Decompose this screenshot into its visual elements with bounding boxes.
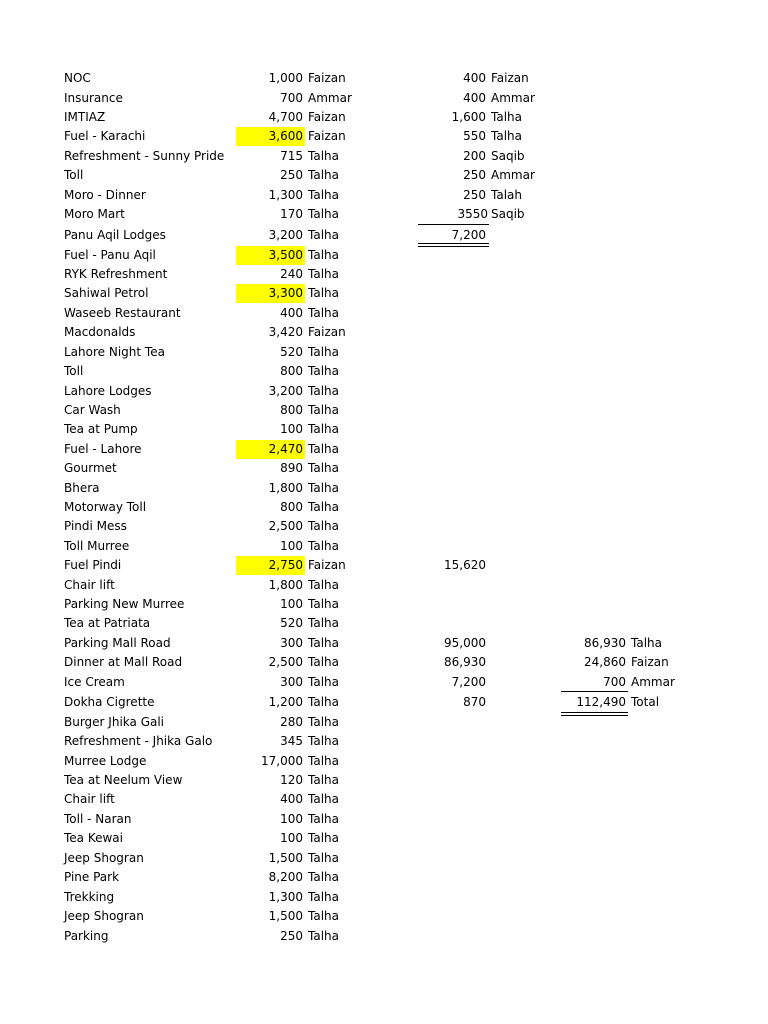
expense-row (0, 537, 768, 556)
expense-row (0, 576, 768, 595)
expense-paid-by: Talha (308, 851, 339, 865)
expense-paid-by: Talha (308, 792, 339, 806)
expense-amount: 300 (280, 636, 303, 650)
expense-row (0, 868, 768, 887)
expense-paid-by: Talha (308, 267, 339, 281)
expense-row (0, 382, 768, 401)
expense-row (0, 186, 768, 205)
expense-amount: 345 (280, 734, 303, 748)
expense-row (0, 401, 768, 420)
expense-paid-by: Talha (308, 675, 339, 689)
expense-row (0, 829, 768, 848)
grand-total-amount: 112,490 (576, 695, 626, 709)
expense-item: Chair lift (64, 578, 115, 592)
expense-paid-by: Talha (308, 715, 339, 729)
expense-paid-by: Talha (308, 286, 339, 300)
expense-paid-by: Talha (308, 500, 339, 514)
expense-amount: 1,300 (268, 188, 303, 202)
expense-item: Refreshment - Sunny Pride (64, 149, 225, 163)
expense-row (0, 595, 768, 614)
expense-item: Sahiwal Petrol (64, 286, 149, 300)
expense-amount: 100 (280, 831, 303, 845)
expense-paid-by: Talha (308, 695, 339, 709)
expense-row (0, 166, 768, 185)
expense-paid-by: Talha (308, 384, 339, 398)
expense-paid-by: Talha (308, 754, 339, 768)
expense-paid-by: Talha (308, 149, 339, 163)
expense-amount: 1,300 (268, 890, 303, 904)
expense-amount: 400 (280, 792, 303, 806)
expense-row (0, 907, 768, 926)
person-total-amount: 24,860 (584, 655, 626, 669)
expense-amount: 8,200 (268, 870, 303, 884)
expense-amount: 3,600 (236, 127, 305, 146)
expense-amount: 890 (280, 461, 303, 475)
expense-row (0, 343, 768, 362)
contributions-total-double-line (418, 243, 489, 247)
expense-row (0, 108, 768, 127)
person-total-name: Faizan (631, 655, 669, 669)
expense-row (0, 732, 768, 751)
expense-paid-by: Talha (308, 228, 339, 242)
expense-row (0, 284, 768, 303)
person-total-amount: 86,930 (584, 636, 626, 650)
expense-amount: 3,200 (268, 228, 303, 242)
expense-item: Parking (64, 929, 109, 943)
expense-row (0, 362, 768, 381)
expense-amount: 800 (280, 403, 303, 417)
expense-paid-by: Talha (308, 519, 339, 533)
contribution-name: Ammar (491, 168, 535, 182)
expense-amount: 800 (280, 500, 303, 514)
grand-total-double-line (561, 712, 628, 716)
expense-row (0, 246, 768, 265)
expense-item: NOC (64, 71, 91, 85)
expense-amount: 17,000 (261, 754, 303, 768)
contribution-name: Saqib (491, 149, 525, 163)
summary-value: 86,930 (444, 655, 486, 669)
expense-amount: 1,000 (268, 71, 303, 85)
expense-paid-by: Talha (308, 345, 339, 359)
summary-value: 95,000 (444, 636, 486, 650)
expense-paid-by: Ammar (308, 91, 352, 105)
expense-amount: 1,800 (268, 578, 303, 592)
expense-paid-by: Talha (308, 403, 339, 417)
contributions-total: 7,200 (451, 228, 486, 242)
expense-paid-by: Talha (308, 655, 339, 669)
contribution-amount: 250 (463, 168, 486, 182)
expense-amount: 1,500 (268, 851, 303, 865)
expense-row (0, 790, 768, 809)
expense-amount: 2,470 (236, 440, 305, 459)
expense-item: IMTIAZ (64, 110, 106, 124)
expense-paid-by: Talha (308, 773, 339, 787)
expense-paid-by: Faizan (308, 325, 346, 339)
expense-item: Trekking (64, 890, 115, 904)
expense-paid-by: Talha (308, 616, 339, 630)
expense-paid-by: Talha (308, 890, 339, 904)
expense-paid-by: Talha (308, 422, 339, 436)
expense-item: Jeep Shogran (64, 909, 144, 923)
expense-row (0, 479, 768, 498)
expense-item: Murree Lodge (64, 754, 147, 768)
expense-item: Pine Park (64, 870, 120, 884)
expense-item: Fuel - Lahore (64, 442, 142, 456)
expense-row (0, 771, 768, 790)
expense-amount: 3,500 (236, 246, 305, 265)
expense-paid-by: Faizan (308, 110, 346, 124)
expense-item: Toll - Naran (64, 812, 132, 826)
expense-row (0, 89, 768, 108)
expense-paid-by: Talha (308, 831, 339, 845)
contribution-amount: 550 (463, 129, 486, 143)
expense-amount: 4,700 (268, 110, 303, 124)
expense-amount: 280 (280, 715, 303, 729)
expense-amount: 100 (280, 597, 303, 611)
expense-row (0, 888, 768, 907)
contribution-name: Faizan (491, 71, 529, 85)
person-total-amount: 700 (603, 675, 626, 689)
expense-item: Parking Mall Road (64, 636, 171, 650)
expense-paid-by: Talha (308, 578, 339, 592)
contribution-amount: 1,600 (451, 110, 486, 124)
expense-paid-by: Talha (308, 481, 339, 495)
contribution-name: Talha (491, 110, 522, 124)
expense-item: Chair lift (64, 792, 115, 806)
expense-row (0, 440, 768, 459)
summary-value: 870 (463, 695, 486, 709)
person-total-name: Talha (631, 636, 662, 650)
expense-item: Waseeb Restaurant (64, 306, 181, 320)
expense-amount: 170 (280, 207, 303, 221)
person-totals-subtotal-line (561, 691, 628, 692)
expense-paid-by: Talha (308, 207, 339, 221)
contribution-name: Saqib (491, 207, 525, 221)
expense-item: Panu Aqil Lodges (64, 228, 166, 242)
expense-item: Ice Cream (64, 675, 125, 689)
expense-paid-by: Talha (308, 636, 339, 650)
expense-item: Motorway Toll (64, 500, 147, 514)
expense-paid-by: Faizan (308, 558, 346, 572)
fuel-total: 15,620 (444, 558, 486, 572)
expense-amount: 520 (280, 345, 303, 359)
expense-item: Tea at Neelum View (64, 773, 183, 787)
expense-item: Pindi Mess (64, 519, 127, 533)
expense-item: Bhera (64, 481, 100, 495)
expense-item: Fuel - Panu Aqil (64, 248, 156, 262)
expense-item: Car Wash (64, 403, 121, 417)
expense-item: Toll Murree (64, 539, 130, 553)
expense-item: Burger Jhika Gali (64, 715, 165, 729)
expense-paid-by: Talha (308, 442, 339, 456)
contributions-subtotal-line (418, 224, 489, 225)
expense-item: Gourmet (64, 461, 117, 475)
expense-row (0, 752, 768, 771)
expense-amount: 520 (280, 616, 303, 630)
expense-paid-by: Talha (308, 812, 339, 826)
expense-item: Macdonalds (64, 325, 136, 339)
expense-paid-by: Talha (308, 539, 339, 553)
expense-item: Tea at Pump (64, 422, 138, 436)
expense-amount: 240 (280, 267, 303, 281)
expense-row (0, 927, 768, 946)
expense-paid-by: Talha (308, 929, 339, 943)
expense-paid-by: Talha (308, 306, 339, 320)
expense-paid-by: Talha (308, 188, 339, 202)
expense-amount: 400 (280, 306, 303, 320)
expense-item: Lahore Lodges (64, 384, 152, 398)
expense-row (0, 226, 768, 245)
expense-amount: 300 (280, 675, 303, 689)
expense-amount: 250 (280, 929, 303, 943)
expense-row (0, 147, 768, 166)
expense-amount: 1,800 (268, 481, 303, 495)
expense-amount: 100 (280, 539, 303, 553)
expense-paid-by: Talha (308, 909, 339, 923)
expense-amount: 3,300 (236, 284, 305, 303)
expense-item: Moro - Dinner (64, 188, 146, 202)
person-total-name: Ammar (631, 675, 675, 689)
expense-amount: 2,750 (236, 556, 305, 575)
expense-row (0, 127, 768, 146)
expense-amount: 1,200 (268, 695, 303, 709)
expense-item: Fuel Pindi (64, 558, 122, 572)
expense-amount: 250 (280, 168, 303, 182)
expense-row (0, 556, 768, 575)
expense-amount: 3,420 (268, 325, 303, 339)
expense-row (0, 265, 768, 284)
expense-row (0, 323, 768, 342)
summary-value: 7,200 (451, 675, 486, 689)
expense-paid-by: Talha (308, 364, 339, 378)
expense-row (0, 69, 768, 88)
expense-item: Dokha Cigrette (64, 695, 155, 709)
expense-amount: 800 (280, 364, 303, 378)
contribution-amount: 250 (463, 188, 486, 202)
expense-paid-by: Talha (308, 461, 339, 475)
expense-amount: 2,500 (268, 519, 303, 533)
expense-item: Jeep Shogran (64, 851, 144, 865)
contribution-amount: 3550 (457, 207, 488, 221)
contribution-name: Ammar (491, 91, 535, 105)
expense-item: Lahore Night Tea (64, 345, 165, 359)
expense-row (0, 810, 768, 829)
expense-amount: 1,500 (268, 909, 303, 923)
contribution-amount: 200 (463, 149, 486, 163)
expense-row (0, 459, 768, 478)
expense-row (0, 849, 768, 868)
expense-item: Insurance (64, 91, 123, 105)
expense-item: Refreshment - Jhika Galo (64, 734, 213, 748)
expense-amount: 100 (280, 812, 303, 826)
expense-amount: 715 (280, 149, 303, 163)
grand-total-label: Total (631, 695, 660, 709)
expense-row (0, 498, 768, 517)
expense-amount: 700 (280, 91, 303, 105)
expense-item: Tea at Patriata (64, 616, 151, 630)
contribution-name: Talha (491, 129, 522, 143)
expense-item: Moro Mart (64, 207, 125, 221)
expense-item: Tea Kewai (64, 831, 123, 845)
expense-row (0, 614, 768, 633)
expense-item: Dinner at Mall Road (64, 655, 183, 669)
expense-item: Fuel - Karachi (64, 129, 146, 143)
expense-item: Toll (64, 364, 84, 378)
expense-item: RYK Refreshment (64, 267, 168, 281)
expense-paid-by: Talha (308, 597, 339, 611)
contribution-amount: 400 (463, 71, 486, 85)
expense-paid-by: Talha (308, 248, 339, 262)
expense-paid-by: Talha (308, 870, 339, 884)
expense-paid-by: Talha (308, 168, 339, 182)
expense-item: Parking New Murree (64, 597, 185, 611)
expense-amount: 3,200 (268, 384, 303, 398)
expense-row (0, 205, 768, 224)
expense-paid-by: Talha (308, 734, 339, 748)
expense-paid-by: Faizan (308, 71, 346, 85)
expense-row (0, 420, 768, 439)
contribution-name: Talah (491, 188, 522, 202)
expense-amount: 120 (280, 773, 303, 787)
expense-row (0, 713, 768, 732)
expense-row (0, 517, 768, 536)
contribution-amount: 400 (463, 91, 486, 105)
expense-row (0, 304, 768, 323)
expense-amount: 2,500 (268, 655, 303, 669)
expense-item: Toll (64, 168, 84, 182)
expense-amount: 100 (280, 422, 303, 436)
expense-paid-by: Faizan (308, 129, 346, 143)
